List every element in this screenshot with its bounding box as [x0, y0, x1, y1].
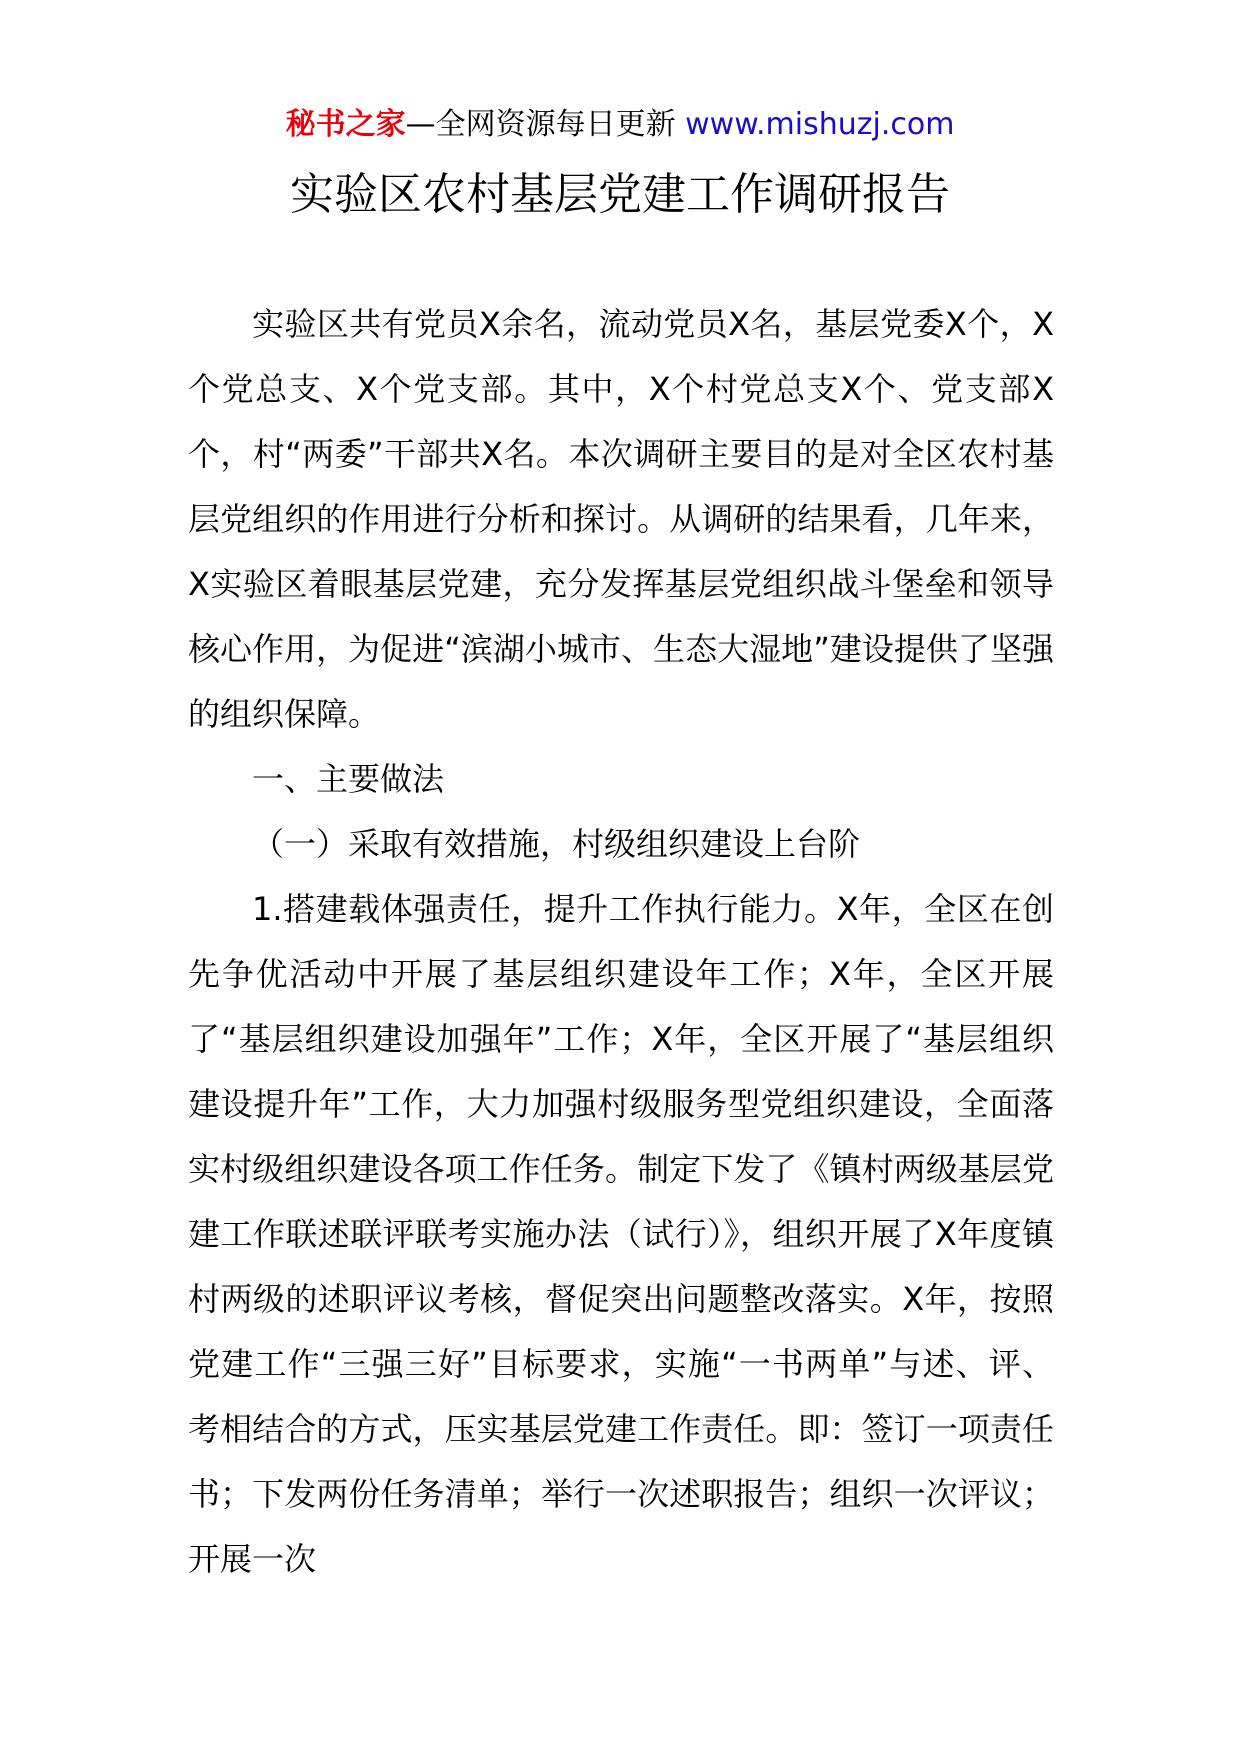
section-heading: 一、主要做法 — [252, 760, 445, 798]
brand-name: 秘书之家 — [285, 107, 406, 142]
intro-paragraph: 实验区共有党员X余名，流动党员X名，基层党委X个，X个党总支、X个党支部。其中，X个村党总支X个、党支部X个，村“两委”干部共X名。本次调研主要目的是对全区农村基层党组织的作用进行分析和探讨。从调研的结果看，几年来，X实验区着眼基层党建，充分发挥基层党组织战斗堡垒和领导核心作用，为促进“滨湖小城市、生态大湿地”建设提供了坚强的组织保障。 — [188, 305, 1054, 733]
site-url-link[interactable]: www.mishuzj.com — [685, 107, 955, 142]
document-title: 实验区农村基层党建工作调研报告 — [290, 169, 950, 220]
header-tagline: —全网资源每日更新 — [405, 107, 676, 142]
document-body — [188, 292, 1054, 1592]
subsection-heading: （一）采取有效措施，村级组织建设上台阶 — [252, 825, 861, 863]
site-header — [0, 100, 1240, 150]
body-paragraph: 1.搭建载体强责任，提升工作执行能力。X年，全区在创先争优活动中开展了基层组织建设年工作；X年，全区开展了“基层组织建设加强年”工作；X年，全区开展了“基层组织建设提升年”工作，大力加强村级服务型党组织建设，全面落实村级组织建设各项工作任务。制定下发了《镇村两级基层党建工作联述联评联考实施办法（试行）》，组织开展了X年度镇村两级的述职评议考核，督促突出问题整改落实。X年，按照党建工作“三强三好”目标要求，实施“一书两单”与述、评、考相结合的方式，压实基层党建工作责任。即：签订一项责任书；下发两份任务清单；举行一次述职报告；组织一次评议；开展一次 — [188, 890, 1054, 1578]
